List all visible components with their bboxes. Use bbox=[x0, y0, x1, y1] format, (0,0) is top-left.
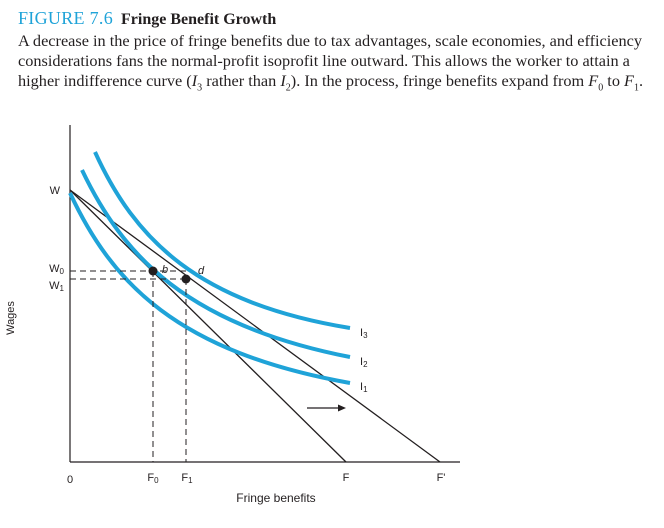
caption-subscript: 1 bbox=[633, 82, 639, 94]
caption-variable: I bbox=[191, 71, 198, 90]
point-d bbox=[182, 275, 191, 284]
point-b bbox=[149, 267, 158, 276]
y-tick-w: W bbox=[49, 185, 60, 197]
y-tick-w0: W0 bbox=[49, 263, 64, 276]
caption-variable: F bbox=[624, 71, 634, 90]
x-tick-f: F bbox=[342, 472, 350, 484]
point-b-label: b bbox=[162, 264, 169, 276]
caption-subscript: 3 bbox=[197, 82, 203, 94]
curve-label-i1: I1 bbox=[360, 381, 368, 394]
x-tick-f0: F0 bbox=[147, 472, 159, 485]
caption-text: . bbox=[638, 71, 644, 90]
caption-text: to bbox=[603, 71, 625, 90]
caption-subscript: 2 bbox=[285, 82, 291, 94]
origin-label: 0 bbox=[66, 474, 74, 486]
y-tick-w1: W1 bbox=[49, 280, 64, 293]
caption-variable: F bbox=[588, 71, 599, 90]
caption-subscript: 0 bbox=[598, 82, 604, 94]
curve-label-i2: I2 bbox=[360, 356, 368, 369]
x-axis-label: Fringe benefits bbox=[236, 491, 316, 505]
isoprofit-line-wf bbox=[70, 190, 346, 462]
shift-arrowhead bbox=[338, 405, 346, 412]
caption-text: rather than bbox=[202, 71, 281, 90]
figure-title: Fringe Benefit Growth bbox=[121, 11, 277, 28]
isoprofit-line-wf-prime bbox=[70, 190, 440, 462]
x-tick-f1: F1 bbox=[181, 472, 193, 485]
caption-text: ). In the process, fringe benefits expand from bbox=[290, 71, 589, 90]
point-d-label: d bbox=[198, 265, 205, 277]
figure-label: FIGURE 7.6 bbox=[18, 8, 114, 28]
x-tick-f-prime: F' bbox=[436, 472, 446, 484]
caption-variable: I bbox=[280, 71, 286, 90]
caption-text: A decrease in the price of fringe benefits due to tax advantages, scale economies, and efficiency considerations fans the normal-profit isoprofit line outward. This allows the worker to attain a higher indifference curve ( bbox=[18, 31, 642, 90]
curve-label-i3: I3 bbox=[360, 327, 368, 340]
y-axis-label: Wages bbox=[5, 301, 17, 335]
